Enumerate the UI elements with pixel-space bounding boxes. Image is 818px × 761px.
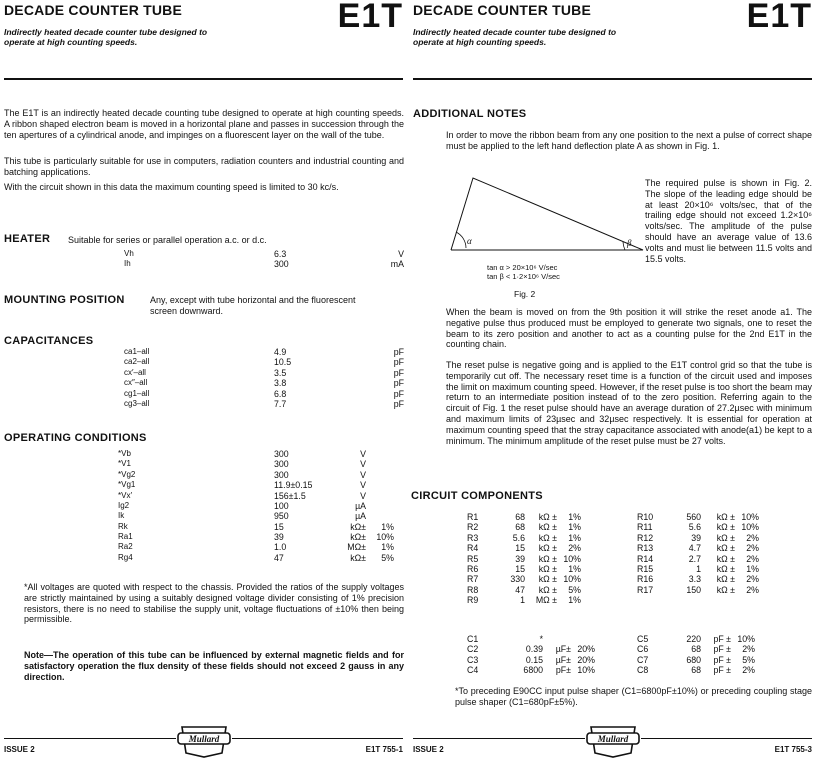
comp-ref: R5 [467, 553, 479, 564]
figure-equations [487, 263, 560, 282]
comp-val: 150 [686, 584, 701, 595]
cap-sym: cg1–all [124, 388, 150, 398]
op-tol [366, 480, 394, 490]
intro-paragraph-1: The E1T is an indirectly heated decade counting tube designed to operate at high counting speeds. A ribbon shaped electron beam is moved in a horizontal plane and passes in succession through the ten apertures of a cylindrical anode, and impinges on a fluorescent layer on the wall of the tube. [4, 108, 404, 140]
op-val: 100 [274, 500, 289, 511]
comp-val: 4.7 [688, 543, 701, 554]
cap-unit: pF [393, 388, 404, 399]
mullard-logo [585, 723, 641, 759]
comp-unit: kΩ ± [716, 584, 735, 595]
op-sym: Ra1 [118, 532, 133, 541]
op-sym: *Vx′ [118, 490, 132, 500]
cap-unit: pF [393, 367, 404, 378]
comp-val: 0.15 [525, 654, 543, 665]
comp-ref: R1 [467, 512, 479, 522]
comp-tol: 2% [746, 574, 759, 585]
heater-val: 300 [274, 259, 289, 270]
tube-code: E1T [746, 0, 812, 35]
comp-ref: C1 [467, 634, 479, 644]
resistors-left-table [467, 512, 581, 605]
comp-tol: 2% [746, 553, 759, 564]
comp-val: 0.39 [525, 644, 543, 655]
op-tol [366, 449, 394, 459]
header-rule [4, 78, 403, 80]
op-unit: kΩ± [350, 552, 366, 563]
heater-sym: Ih [124, 259, 131, 269]
comp-tol: 5% [742, 654, 755, 665]
comp-tol: 1% [568, 512, 581, 522]
comp-unit: kΩ ± [538, 574, 557, 585]
comp-unit: kΩ ± [716, 553, 735, 564]
comp-ref: R14 [637, 553, 654, 564]
comp-val: 5.6 [512, 532, 525, 543]
comp-tol: 1% [568, 595, 581, 605]
op-sym: Rk [118, 521, 128, 531]
op-tol [366, 511, 394, 521]
op-sym: *Vg2 [118, 469, 136, 479]
comp-val: 68 [515, 512, 525, 522]
comp-unit: pF ± [713, 634, 731, 644]
comp-ref: R11 [637, 522, 653, 533]
comp-tol: 1% [568, 563, 581, 574]
footer-rule-left [4, 738, 176, 739]
op-unit: µA [355, 500, 366, 511]
op-val: 950 [274, 511, 289, 522]
op-sym: Ig2 [118, 500, 130, 510]
mounting-heading: MOUNTING POSITION [4, 294, 125, 306]
comp-ref: R6 [467, 563, 479, 574]
operating-heading: OPERATING CONDITIONS [4, 432, 147, 444]
footer-rule-right [232, 738, 403, 739]
intro-paragraph-3: With the circuit shown in this data the maximum counting speed is limited to 30 kc/s. [4, 182, 339, 192]
comp-unit: kΩ ± [716, 512, 735, 522]
op-val: 156±1.5 [274, 490, 306, 501]
cap-unit: pF [393, 357, 404, 368]
cap-val: 4.9 [274, 347, 287, 357]
cap-val: 3.8 [274, 378, 287, 389]
comp-unit: kΩ ± [716, 543, 735, 554]
op-unit: MΩ± [347, 542, 366, 553]
comp-ref: C7 [637, 654, 649, 665]
comp-ref: C6 [637, 644, 649, 655]
op-val: 300 [274, 459, 289, 470]
op-unit: µA [355, 511, 366, 522]
op-tol: 10% [376, 532, 394, 542]
right-page [409, 0, 818, 761]
mullard-logo [176, 723, 232, 759]
comp-unit: MΩ ± [535, 595, 557, 605]
voltage-note: *All voltages are quoted with respect to the chassis. Provided the ratios of the supply voltages are strictly maintained by using a suitably designed voltage divider consisting of 1% precision resistors, there is no need to stabilise the supply unit, voltage fluctuations of ±10% then being permissible. [24, 582, 404, 625]
comp-tol: 20% [577, 644, 595, 655]
cap-sym: cg3–all [124, 398, 150, 408]
comp-ref: R15 [637, 563, 654, 574]
components-heading: CIRCUIT COMPONENTS [411, 490, 543, 502]
footer-rule-left [413, 738, 585, 739]
comp-ref: R16 [637, 574, 654, 585]
notes-paragraph-2: The required pulse is shown in Fig. 2. The slope of the leading edge should be at least 20×10⁶ volts/sec, that of the trailing edge should not exceed 1.2×10⁶ volts/sec. The amplitude of the pulse should have an average value of 13.6 volts and must lie between 11.5 volts and 15.5 volts. [645, 178, 812, 264]
comp-val: 39 [691, 532, 701, 543]
logo-text: Mullard [188, 734, 220, 744]
heater-unit: mA [390, 259, 404, 270]
op-sym: *Vg1 [118, 480, 136, 490]
cap-sym: cx′–all [124, 367, 146, 377]
op-val: 300 [274, 469, 289, 480]
cap-val: 10.5 [274, 357, 292, 368]
comp-ref: C3 [467, 654, 479, 665]
op-val: 15 [274, 521, 284, 532]
heater-heading: HEATER [4, 233, 51, 245]
capacitors-left-table [467, 634, 595, 676]
comp-ref: R12 [637, 532, 654, 543]
heater-unit: V [398, 249, 404, 259]
comp-val: 1 [520, 595, 525, 605]
page-title: DECADE COUNTER TUBE [4, 2, 183, 18]
cap-val: 7.7 [274, 398, 287, 409]
comp-val: 15 [515, 563, 525, 574]
comp-tol: 1% [746, 563, 759, 574]
op-sym: *V1 [118, 459, 131, 469]
comp-tol: 2% [742, 644, 755, 655]
comp-ref: C5 [637, 634, 649, 644]
op-tol [366, 491, 394, 501]
op-tol: 1% [381, 521, 394, 532]
resistors-right-table [637, 512, 759, 595]
op-tol [366, 470, 394, 480]
comp-val: 15 [515, 543, 525, 554]
comp-ref: R2 [467, 522, 479, 533]
comp-tol: 2% [746, 532, 759, 543]
note-label: Note [24, 650, 44, 660]
heater-val: 6.3 [274, 249, 287, 259]
tube-code: E1T [337, 0, 403, 35]
op-tol [366, 459, 394, 469]
op-val: 1.0 [274, 542, 287, 553]
cap-unit: pF [393, 347, 404, 357]
capacitors-right-table [637, 634, 755, 676]
op-tol: 5% [381, 552, 394, 563]
comp-ref: R3 [467, 532, 479, 543]
comp-unit: kΩ ± [538, 553, 557, 564]
comp-ref: R4 [467, 543, 479, 554]
notes-paragraph-3: When the beam is moved on from the 9th position it will strike the reset anode a1. The negative pulse thus produced must be employed to generate two signals, one to reset the beam to its zero position and another to act as a counting pulse for the 2nd E1T in the counting chain. [446, 307, 812, 350]
page-title: DECADE COUNTER TUBE [413, 2, 592, 18]
comp-val: 68 [691, 644, 701, 655]
pulse-figure [447, 170, 647, 252]
op-sym: Ra2 [118, 542, 133, 552]
comp-val: 6800 [523, 665, 543, 676]
comp-val: 680 [686, 654, 701, 665]
comp-val: 39 [515, 553, 525, 564]
figure-caption: Fig. 2 [514, 289, 536, 299]
op-unit: V [360, 490, 366, 501]
capacitances-table [124, 347, 404, 409]
footer-issue: ISSUE 2 [413, 745, 444, 754]
logo-text: Mullard [597, 734, 629, 744]
comp-val: 1 [696, 563, 701, 574]
operating-table [118, 449, 408, 563]
comp-unit: µF± [555, 654, 571, 665]
comp-unit: kΩ ± [538, 543, 557, 554]
notes-paragraph-4: The reset pulse is negative going and is applied to the E1T control grid so that the tube is temporarily cut off. The necessary reset time is a function of the circuit used and imposes the limit on maximum counting speed. However, if the reset pulse is too short the beam may return to an intermediate position instead of to the zero position. Referring again to the circuit of Fig. 1 the reset pulse should have an average duration of 27.2µsec with minimum and maximum limits of 23µsec and 32µsec respectively. It is essential for operation at maximum counting speed that the stray capacitance associated with anode(a1) be kept to a minimum. The minimum amplitude of the reset pulse must be 27 volts. [446, 360, 812, 446]
op-tol: 1% [381, 542, 394, 553]
comp-ref: R9 [467, 595, 479, 605]
comp-val: 68 [515, 522, 525, 533]
notes-heading: ADDITIONAL NOTES [413, 108, 527, 120]
comp-val: 47 [515, 584, 525, 595]
cap-val: 6.8 [274, 388, 287, 399]
op-unit: V [360, 469, 366, 480]
op-unit: kΩ± [350, 532, 366, 542]
comp-unit: kΩ ± [538, 563, 557, 574]
heater-table [124, 249, 404, 270]
beta-label: β [627, 238, 632, 248]
components-note: *To preceding E90CC input pulse shaper (C1=6800pF±10%) or preceding coupling stage pulse shaper (C1=680pF±5%). [455, 686, 812, 707]
comp-unit: kΩ ± [538, 532, 557, 543]
comp-tol: 1% [568, 522, 581, 533]
cap-sym: ca2–all [124, 357, 150, 367]
header-rule [413, 78, 812, 80]
comp-unit: pF ± [713, 644, 731, 655]
heater-sym: Vh [124, 249, 134, 258]
comp-ref: R8 [467, 584, 479, 595]
comp-tol: 5% [568, 584, 581, 595]
comp-unit: kΩ ± [538, 512, 557, 522]
op-sym: Rg4 [118, 552, 133, 562]
capacitances-heading: CAPACITANCES [4, 335, 94, 347]
comp-tol: 1% [568, 532, 581, 543]
heater-text: Suitable for series or parallel operation a.c. or d.c. [68, 235, 267, 245]
figure-eq-alpha: tan α > 20×10⁶ V/sec [487, 263, 558, 272]
comp-unit: kΩ ± [716, 522, 735, 533]
comp-unit: kΩ ± [716, 574, 735, 585]
comp-ref: C4 [467, 665, 479, 676]
op-val: 300 [274, 449, 289, 459]
comp-unit: kΩ ± [716, 532, 735, 543]
comp-val: 560 [686, 512, 701, 522]
cap-sym: ca1–all [124, 347, 150, 356]
comp-tol: 2% [746, 543, 759, 554]
comp-unit: pF ± [713, 654, 731, 665]
comp-tol: 10% [737, 634, 755, 644]
comp-ref: R13 [637, 543, 654, 554]
comp-val: 3.3 [688, 574, 701, 585]
mounting-text: Any, except with tube horizontal and the fluorescent screen downward. [150, 295, 356, 316]
page-subtitle: Indirectly heated decade counter tube designed to operate at high counting speeds. [4, 27, 208, 47]
comp-ref: R7 [467, 574, 479, 585]
figure-eq-beta: tan β < 1·2×10⁶ V/sec [487, 272, 560, 282]
comp-tol: 10% [563, 553, 581, 564]
comp-unit: kΩ ± [538, 584, 557, 595]
note-text: —The operation of this tube can be influenced by external magnetic fields and for satisfactory operation the flux density of these fields should not exceed 2 gauss in any direction. [24, 650, 404, 682]
cap-val: 3.5 [274, 367, 287, 378]
comp-tol: 2% [746, 584, 759, 595]
op-unit: kΩ± [350, 521, 366, 532]
comp-unit: µF± [555, 644, 571, 655]
op-sym: *Vb [118, 449, 131, 458]
cap-unit: pF [393, 398, 404, 409]
magnetic-note [24, 650, 404, 682]
comp-tol [571, 634, 595, 644]
comp-unit [543, 634, 571, 644]
op-unit: V [360, 459, 366, 470]
comp-unit: kΩ ± [716, 563, 735, 574]
comp-ref: R10 [637, 512, 654, 522]
cap-unit: pF [393, 378, 404, 389]
comp-tol: 2% [568, 543, 581, 554]
comp-val: 2.7 [688, 553, 701, 564]
op-val: 39 [274, 532, 284, 542]
comp-val: 220 [686, 634, 701, 644]
footer-code: E1T 755-1 [365, 745, 403, 754]
op-unit: V [360, 480, 366, 491]
op-sym: Ik [118, 511, 125, 521]
comp-ref: R17 [637, 584, 654, 595]
comp-val: 68 [691, 665, 701, 676]
page-subtitle: Indirectly heated decade counter tube designed to operate at high counting speeds. [413, 27, 617, 47]
comp-val: 5.6 [688, 522, 701, 533]
comp-unit: pF± [555, 665, 571, 676]
comp-tol: 10% [741, 512, 759, 522]
comp-val: * [539, 634, 543, 644]
intro-paragraph-2: This tube is particularly suitable for use in computers, radiation counters and industrial counting and batching applications. [4, 156, 404, 177]
op-val: 47 [274, 552, 284, 563]
comp-val: 330 [510, 574, 525, 585]
alpha-label: α [467, 236, 472, 246]
op-unit: V [360, 449, 366, 459]
comp-tol: 2% [742, 665, 755, 676]
comp-tol: 10% [563, 574, 581, 585]
comp-unit: kΩ ± [538, 522, 557, 533]
footer-rule-right [641, 738, 812, 739]
footer-code: E1T 755-3 [774, 745, 812, 754]
footer-issue: ISSUE 2 [4, 745, 35, 754]
op-tol [366, 501, 394, 511]
op-val: 11.9±0.15 [274, 480, 313, 491]
comp-tol: 20% [577, 654, 595, 665]
comp-tol: 10% [741, 522, 759, 533]
notes-paragraph-1: In order to move the ribbon beam from any one position to the next a pulse of correct shape must be applied to the left hand deflection plate A as shown in Fig. 1. [446, 130, 812, 151]
comp-unit: pF ± [713, 665, 731, 676]
comp-ref: C2 [467, 644, 479, 655]
comp-ref: C8 [637, 665, 649, 676]
cap-sym: cx″–all [124, 378, 148, 388]
comp-tol: 10% [577, 665, 595, 676]
